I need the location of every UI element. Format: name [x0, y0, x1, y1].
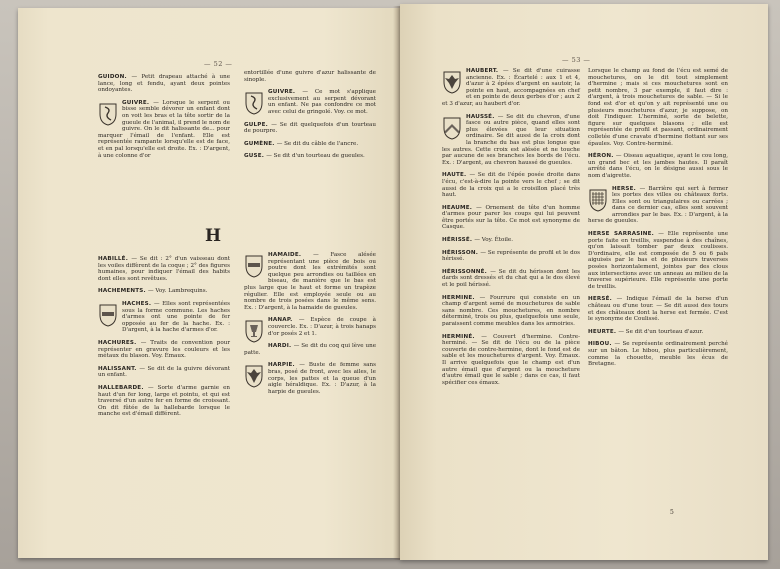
entry-text: — Oiseau aquatique, ayant le cou long, un grand bec et les jambes hautes. Il paraît arrêté dans l'écu, on le désigne aussi sous le nom d'aigrette. — [588, 153, 728, 179]
entry-text: — Se dit d'un tourteau d'azur. — [618, 328, 704, 335]
entry-term: HARPIE. — [268, 362, 300, 369]
left-page-number: — 52 — — [204, 60, 233, 68]
serpent-shield-icon — [98, 102, 118, 126]
left-col1-top-entry — [98, 100, 230, 159]
left-col2-bottom-entry — [244, 362, 376, 395]
entry-text: — Se dit du hérisson dont les dards sont dressés et du chat qui a le dos élevé et le poil hérissé. — [442, 268, 581, 289]
right-col2-entry — [588, 341, 728, 367]
entry-text: — Fourrure qui consiste en un champ d'argent semé de mouchetures de sable sans nombre. Ces mouchetures, en nombre déterminé, trois ou plus, quelquefois une seule, paraissent comme meubles dans les armoiries. — [442, 294, 580, 327]
right-col1-entry — [442, 114, 580, 167]
section-letter: H — [204, 226, 222, 246]
left-col1-bottom-entry — [98, 301, 230, 334]
right-page-number: — 53 — — [562, 56, 591, 64]
entry-text: — Sorte d'arme garnie en haut d'un fer long, large et pointu, et qui est traversé d'un autre fer en forme de croissant. On dit fûtée de la hallebarde lorsque le manche est d'émail différent. — [98, 384, 230, 418]
entry-text: — Ornement de tête d'un homme d'armes pour parer les coups qui lui peuvent être portés sur la tête. Ce mot est synonyme de Casque. — [442, 204, 581, 231]
bird-shield-icon — [244, 364, 264, 388]
left-page — [18, 8, 400, 558]
entry-term: GUIVRE. — [122, 99, 154, 106]
entry-term: HAUBERT. — [466, 68, 503, 74]
entry-term: HERSE. — [612, 185, 640, 192]
entry-text: entortillée d'une guivre d'azur halissante de sinople. — [244, 70, 376, 83]
entry-term: HÉRON. — [588, 153, 616, 160]
right-col1-entry — [442, 172, 580, 198]
entry-text: — Se dit d'un tourteau de gueules. — [266, 153, 365, 160]
footer-number: 5 — [670, 509, 674, 516]
left-col1-bottom-entry — [98, 340, 230, 360]
bar-shield-icon — [98, 303, 118, 327]
entry-text: — Voy. Lambrequins. — [148, 288, 208, 295]
entry-text: — Se dit quelquefois d'un tourteau de pourpre. — [244, 121, 376, 135]
right-col1-entry — [442, 295, 580, 328]
entry-term: HÉRISSONNÉ. — [442, 268, 491, 275]
right-page — [400, 4, 768, 560]
entry-term: HERMINE. — [442, 294, 480, 301]
entry-term: GUSE. — [244, 153, 267, 160]
left-col1-top — [98, 74, 230, 165]
left-col2-top-entry — [244, 70, 376, 83]
right-col2-entry — [588, 296, 728, 322]
bird-shield-icon — [442, 70, 462, 94]
entry-text: — Se dit du câble de l'ancre. — [276, 140, 359, 147]
entry-text: — Petit drapeau attaché à une lance, long et fendu, ayant deux pointes ondoyantes. — [98, 74, 231, 94]
entry-term: GUIDON. — [98, 74, 132, 80]
entry-text: — Elle représente une porte faite en treillis, suspendue à des chaînes, qu'on laissait tomber par deux coulisses. D'ordinaire, elle est composée de 5 ou 6 pals aiguisés par le bas et de plusieurs traverses posées horizontalement, jointes par des clous aux intersections avec un anneau au milieu de la traverse supérieure. Elle représente une porte de treillis. — [588, 231, 729, 290]
entry-term: HIBOU. — [588, 341, 615, 348]
right-col1-entry — [442, 250, 580, 263]
left-col2-top-entry — [244, 153, 376, 160]
entry-text: — Ce mot s'applique exclusivement au serpent dévorant un enfant. Ne pas confondre ce mot avec celui de gringolé. Voy. ce mot. — [268, 89, 376, 115]
left-col2-top-entry — [244, 141, 376, 148]
entry-term: HANAP. — [268, 317, 299, 324]
left-col2-top — [244, 70, 376, 166]
chevron-shield-icon — [442, 116, 462, 140]
entry-term: HÉRISSÉ. — [442, 237, 475, 244]
entry-term: HAUTE. — [442, 172, 470, 179]
right-col2-entry — [588, 153, 728, 179]
entry-term: HERSE SARRASINE. — [588, 231, 659, 238]
entry-text: — Se représente de profil et le dos hérissé. — [442, 249, 580, 263]
left-col1-bottom-entry — [98, 366, 230, 379]
entry-text: — Se dit de la guivre dévorant un enfant. — [98, 365, 230, 379]
entry-text: — Se dit : 2° d'un vaisseau dont les voiles diffèrent de la coque ; 2° des figures humaines, pour indiquer l'émail des habits dont elles sont revêtues. — [98, 256, 230, 282]
entry-term: HAMAIDE. — [268, 252, 314, 258]
left-col2-bottom-entry — [244, 252, 376, 311]
entry-text: — Espèce de coupe à couvercle. Ex. : D'azur, à trois hanaps d'or posés 2 et 1. — [268, 317, 376, 337]
entry-text: Lorsque le champ au fond de l'écu est semé de mouchetures, on le dit tout simplement d'hermine ; mais si ces mouchetures sont en petit nombre, 3 par exemple, il faut dire : d'argent, à trois mouchetures de sable. — Si le fond est d'or et qu'on y ait représenté une ou plusieurs mouchetures d'azur, je suppose, on doit l'indiquer. L'herminé, sorte de belette, figure sur quelques blasons ; elle est représentée de profil et passant, ordinairement colletée d'une cravate d'hermine flottant sur ses épaules. Voy. Contre-herminé. — [588, 68, 728, 147]
entry-text: — Couvert d'hermine. Contre-herminé. — Se dit de l'écu ou de la pièce couverte de contre-hermine, dont le fond est de sable et les mouchetures d'argent. Voy. Émaux. Il arrive quelquefois que le champ est d'un autre émail que d'argent ou la moucheture d'autre émail que le sable ; dans ce cas, il faut spécifier ces émaux. — [442, 333, 580, 386]
entry-text: — Se dit de l'épée posée droite dans l'écu, c'est-à-dire la pointe vers le chef ; se dit aussi de la croix qui a le croisillon placé très haut. — [442, 172, 580, 199]
entry-term: GUMÈNE. — [244, 140, 277, 147]
right-col1-entry — [442, 269, 580, 289]
entry-term: HALISSANT. — [98, 365, 140, 372]
entry-text: — Se dit d'une cuirasse ancienne. Ex. : Écartelé : aux 1 et 4, d'azur à 2 épées d'argent en sautoir, la pointe en haut, accompagnées en chef et en pointe de deux gerbes d'or ; aux 2 et 3 d'azur, au haubert d'or. — [442, 68, 581, 107]
entry-text: — Voy. Étoile. — [474, 237, 513, 244]
right-col2-entry — [588, 68, 728, 147]
entry-text: — Buste de femme sans bras, posé de front, avec les ailes, le corps, les pattes et la queue d'un aigle héraldique. Ex. : D'azur, à la harpie de gueules. — [268, 362, 376, 395]
bar-shield-icon — [244, 254, 264, 278]
entry-text: — Lorsque le serpent ou bisse semble dévorer un enfant dont on voit les bras et la tête sortir de la gueule de l'animal, il prend le nom de guivre. On le dit halissante de... pour marquer l'émail de l'enfant. Elle est représentée rampante lorsqu'elle est de face, et en pal lorsqu'elle est droite. Ex. : D'argent, à une colonne d'or — [98, 99, 230, 159]
right-col2 — [588, 68, 728, 374]
entry-term: HEURTE. — [588, 328, 619, 335]
entry-text: — Traits de convention pour représenter en gravure les couleurs et les métaux du blason. Voy. Émaux. — [98, 339, 231, 360]
entry-term: HALLEBARDE. — [98, 384, 149, 391]
left-col1-bottom-entry — [98, 385, 230, 418]
entry-text: — Fasce alésée représentant une pièce de bois ou poutre dont les extrémités sont quelque peu arrondies ou taillées en biseau, de manière que le bas est plus large que le haut et forme un trapèze régulier. Elle est employée seule ou au nombre de trois posées dans le même sens. Ex. : D'argent, à la hamaide de gueules. — [244, 252, 376, 311]
entry-term: GUIVRE. — [268, 89, 303, 96]
right-col2-entry — [588, 329, 728, 336]
left-col2-bottom-entry — [244, 343, 376, 356]
left-col1-top-entry — [98, 74, 230, 94]
right-col1-entry — [442, 334, 580, 387]
grid-shield-icon — [588, 188, 608, 212]
entry-term: HARDI. — [268, 343, 294, 350]
left-col1-bottom — [98, 256, 230, 424]
right-col1-entry — [442, 237, 580, 244]
left-col2-bottom-entry — [244, 317, 376, 337]
right-col1-entry — [442, 205, 580, 231]
entry-term: HÉRISSON. — [442, 249, 481, 256]
left-col2-top-entry — [244, 122, 376, 135]
left-col1-bottom-entry — [98, 256, 230, 282]
entry-term: HEAUME. — [442, 204, 477, 211]
entry-term: HABILLÉ. — [98, 256, 132, 262]
entry-text: — Elles sont représentées sous la forme commune. Les haches d'armes ont une pointe de fer opposée au fer de la hache. Ex. : D'argent, à la hache d'armes d'or. — [122, 300, 230, 334]
entry-term: HACHES. — [122, 300, 155, 307]
entry-text: — Se dit du chevron, d'une fasce ou autre pièce, quand elles sont plus élevées que leur situation ordinaire. Se dit aussi de la croix dont la branche du bas est plus longue que les autres. Cette croix est alésée et ne touche par aucune de ses branches les bords de l'écu. Ex. : D'argent, au chevron haussé de gueules. — [442, 113, 580, 166]
entry-term: HACHURES. — [98, 339, 141, 346]
entry-term: HERSÉ. — [588, 296, 617, 303]
entry-term: HAUSSÉ. — [466, 113, 498, 120]
right-col2-entry — [588, 186, 728, 226]
entry-text: — Indique l'émail de la herse d'un château ou d'une tour. — Se dit aussi des tours et des châteaux dont la herse est fermée. C'est le synonyme de Coulissé. — [588, 296, 728, 323]
left-col2-bottom — [244, 252, 376, 401]
entry-term: HACHEMENTS. — [98, 288, 149, 295]
left-col1-bottom-entry — [98, 288, 230, 295]
entry-text: — Se dit du coq qui lève une patte. — [244, 343, 376, 356]
left-col2-top-entry — [244, 89, 376, 115]
entry-text: — Barrière qui sert à fermer les portes des villes ou châteaux forts. Elles sont ou triangulaires ou carrées ; dans ce dernier cas, elles sont souvent arrondies par le bas. Ex. : D'argent, à la herse de gueules. — [588, 185, 728, 225]
entry-term: GULPE. — [244, 121, 272, 128]
serpent-shield-icon — [244, 91, 264, 115]
cup-shield-icon — [244, 319, 264, 343]
right-col1-entry — [442, 68, 580, 108]
entry-term: HERMINÉ. — [442, 333, 482, 340]
right-col1 — [442, 68, 580, 392]
entry-text: — Se représente ordinairement perché sur un bâton. Le hibou, plus particulièrement, comme la chouette, meuble les écus de Bretagne. — [588, 341, 728, 368]
right-col2-entry — [588, 231, 728, 290]
